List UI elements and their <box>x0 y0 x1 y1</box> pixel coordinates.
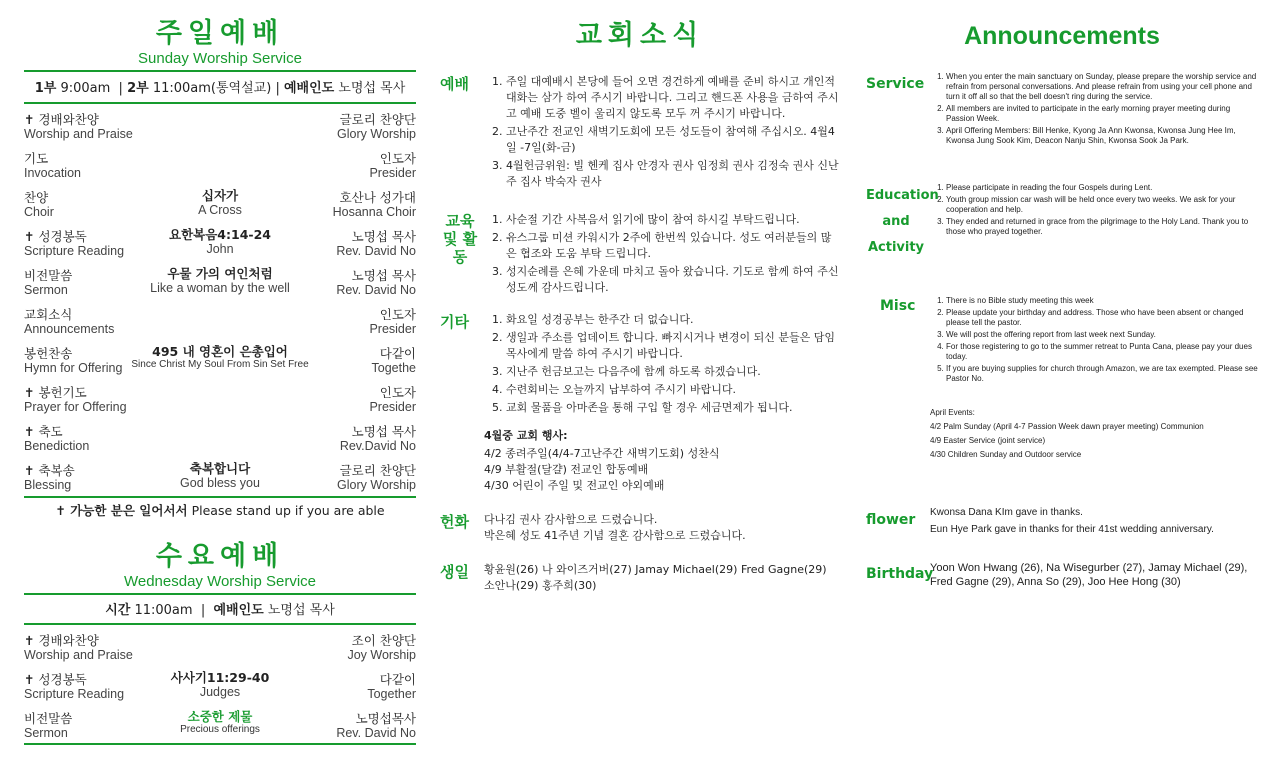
section-label: 헌화 <box>440 513 469 531</box>
order-leader-en: Togethe <box>371 361 416 375</box>
order-detail-en: Precious offerings <box>180 724 260 735</box>
order-detail <box>120 189 320 217</box>
list-item: 1. 주일 대예배시 본당에 들어 오면 경건하게 예배를 준비 하시고 개인적 대화는 삼가 하여 주시기 바랍니다. 그리고 핸드폰 사용을 금하여 주시고 예배 도중 벨이 울리지 않도록 모두 꺼 주시기 바랍니다. <box>506 74 840 122</box>
order-detail-en: God bless you <box>180 476 260 490</box>
divider <box>24 743 416 745</box>
order-leader <box>336 269 416 297</box>
section-label: 기타 <box>440 313 469 331</box>
standing-note <box>24 501 416 521</box>
order-item-en: Blessing <box>24 478 72 492</box>
order-item-en: Hymn for Offering <box>24 361 123 375</box>
birthday-line: 황윤원(26) 나 와이즈거버(27) Jamay Michael(29) Fred Gagne(29) <box>484 563 827 576</box>
order-leader <box>333 191 416 219</box>
order-leader-ko: 인도자 <box>379 385 416 400</box>
order-item-en: Scripture Reading <box>24 244 125 258</box>
list-item: 2. Youth group mission car wash will be held once every two weeks. We ask for your cooperation and help. <box>946 195 1258 215</box>
list-item: 3. 4월헌금위원: 빌 헨케 집사 안경자 권사 임정희 권사 김정숙 권사 신난주 집사 박숙자 권사 <box>506 158 840 190</box>
order-item-en: Invocation <box>24 166 81 180</box>
list-item: 4. For those registering to go to the summer retreat to Punta Cana, please pay your dues today. <box>946 342 1258 362</box>
list-item: 2. 유스그룹 미션 카워시가 2주에 한번씩 있습니다. 성도 여러분들의 많은 협조와 도움 부탁 드립니다. <box>506 230 840 262</box>
order-leader <box>336 712 416 740</box>
order-leader-en: Rev. David No <box>336 283 416 297</box>
section-label: 교육 및 활동 <box>442 212 478 266</box>
order-item-ko: 봉헌찬송 <box>24 346 73 361</box>
order-row <box>24 344 416 386</box>
service2-time: 11:00am(통역설교) <box>152 81 272 96</box>
order-item <box>24 152 81 180</box>
event-item: 4/30 Children Sunday and Outdoor service <box>930 450 1082 459</box>
order-detail-ko: 495 내 영혼이 은총입어 <box>152 344 288 359</box>
order-leader-ko: 노명섭목사 <box>355 711 416 726</box>
order-detail-en: Since Christ My Soul From Sin Set Free <box>131 359 309 370</box>
order-item-ko: ✝ 경배와찬양 <box>24 112 99 127</box>
list-item: 3. We will post the offering report from last week next Sunday. <box>946 330 1258 340</box>
education-list <box>928 183 1258 239</box>
order-detail-en: John <box>206 242 234 256</box>
order-item-ko: 찬양 <box>24 190 49 205</box>
wednesday-header <box>24 541 416 591</box>
order-leader <box>369 152 416 180</box>
flower-line: Kwonsa Dana KIm gave in thanks. <box>930 507 1083 518</box>
service2-label: 2부 <box>127 81 149 96</box>
order-item-ko: ✝ 성경봉독 <box>24 229 87 244</box>
order-detail-ko: 축복합니다 <box>189 461 251 476</box>
order-leader-ko: 다같이 <box>379 672 416 687</box>
order-item-en: Choir <box>24 205 54 219</box>
list-item: 3. April Offering Members: Bill Henke, Kyong Ja Ann Kwonsa, Kwonsa Jung Hee Im, Kwonsa Jung Sook Kim, Deacon Nanju Shin, Kwonsa Sook Ja Park. <box>946 126 1258 146</box>
news-ko-title: 교회소식 <box>575 20 705 51</box>
birthday-line: Yoon Won Hwang (26), Na Wisegurber (27), Jamay Michael (29), Fred Gagne (29), Anna So (29), Joo Hee Hong (30) <box>930 562 1248 588</box>
order-detail-ko: 십자가 <box>201 188 239 203</box>
order-item-ko: 기도 <box>24 151 49 166</box>
order-leader-ko: 노명섭 목사 <box>351 229 416 244</box>
list-item: 1. 사순절 기간 사복음서 읽기에 많이 참여 하시길 부탁드립니다. <box>506 212 840 228</box>
order-detail-en: Like a woman by the well <box>150 281 290 295</box>
order-row <box>24 308 416 347</box>
divider <box>24 102 416 104</box>
divider <box>24 70 416 72</box>
order-item-ko: ✝ 봉헌기도 <box>24 385 87 400</box>
order-row <box>24 188 416 230</box>
flower-lines <box>484 512 840 544</box>
education-list <box>484 212 840 298</box>
order-item <box>24 712 72 740</box>
standing-note-ko: ✝ 가능한 분은 일어서서 <box>55 503 188 518</box>
list-item: 1. There is no Bible study meeting this week <box>946 296 1258 306</box>
order-detail-en: A Cross <box>198 203 242 217</box>
sunday-title-ko: 주일예배 <box>155 18 285 49</box>
order-row <box>24 113 416 152</box>
order-leader <box>372 347 416 375</box>
misc-list <box>484 312 840 418</box>
list-item: 5. 교회 물품을 아마존을 통해 구입 할 경우 세금면제가 됩니다. <box>506 400 840 416</box>
order-item-ko: ✝ 성경봉독 <box>24 672 87 687</box>
event-item: 4/9 Easter Service (joint service) <box>930 436 1046 445</box>
divider <box>24 623 416 625</box>
order-item-en: Prayer for Offering <box>24 400 127 414</box>
order-item-en: Announcements <box>24 322 115 336</box>
time-label: 시간 <box>105 603 131 618</box>
order-leader-ko: 글로리 찬양단 <box>339 112 416 127</box>
wednesday-info-bar: 시간 11:00am | 예배인도 노명섭 목사 <box>105 603 335 618</box>
section-label: Misc <box>880 298 916 314</box>
order-leader-en: Presider <box>369 322 416 336</box>
order-item <box>24 673 124 701</box>
order-detail-en: Judges <box>199 685 241 699</box>
order-leader-ko: 노명섭 목사 <box>351 268 416 283</box>
order-leader <box>337 464 416 492</box>
order-row <box>24 425 416 464</box>
section-label <box>866 183 939 261</box>
label-line: and <box>882 214 910 229</box>
list-item: 2. 고난주간 전교인 새벽기도회에 모든 성도들이 참여해 주십시오. 4월4일 -7일(화-금) <box>506 124 840 156</box>
order-item <box>24 464 75 492</box>
order-row <box>24 227 416 269</box>
order-leader-ko: 글로리 찬양단 <box>339 463 416 478</box>
news-en-events <box>930 406 1258 462</box>
order-leader-en: Presider <box>369 400 416 414</box>
sunday-title-en: Sunday Worship Service <box>138 50 302 67</box>
event-item: 4/30 어린이 주일 및 전교인 야외예배 <box>484 479 665 492</box>
order-detail-ko: 사사기11:29-40 <box>170 670 270 685</box>
order-item-ko: ✝ 축도 <box>24 424 63 439</box>
list-item: 2. 생일과 주소를 업데이트 합니다. 빠지시거나 변경이 되신 분들은 담임 목사에게 말씀 하여 주시기 바랍니다. <box>506 330 840 362</box>
news-en-title: Announcements <box>964 22 1160 50</box>
order-item-en: Sermon <box>24 726 68 740</box>
order-detail <box>120 671 320 699</box>
order-item-en: Benediction <box>24 439 90 453</box>
order-row <box>24 709 416 751</box>
order-item <box>24 347 122 375</box>
order-leader-en: Glory Worship <box>337 478 416 492</box>
order-detail <box>120 462 320 490</box>
wednesday-order-list <box>24 634 416 751</box>
service1-time: 9:00am <box>60 81 111 96</box>
service-list <box>928 72 1258 148</box>
leader-name: 노명섭 목사 <box>338 81 406 96</box>
list-item: 4. 수련회비는 오늘까지 납부하여 주시기 바랍니다. <box>506 382 840 398</box>
list-item: 2. Please update your birthday and address. Those who have been absent or changed please tell the pastor. <box>946 308 1258 328</box>
section-label: Service <box>866 76 925 92</box>
event-item: 4/2 Palm Sunday (April 4-7 Passion Week dawn prayer meeting) Communion <box>930 422 1204 431</box>
sunday-order-list <box>24 113 416 503</box>
order-item <box>24 269 72 297</box>
order-row <box>24 634 416 673</box>
order-row <box>24 386 416 425</box>
event-item: 4/9 부활절(달걀) 전교인 합동예배 <box>484 463 649 476</box>
order-leader <box>337 113 416 141</box>
service1-label: 1부 <box>34 81 57 96</box>
list-item: 1. When you enter the main sanctuary on Sunday, please prepare the worship service and refrain from personal conversations. And please refrain from using your cell phone and turn it off all so that the bell doesn't ring during the service. <box>946 72 1258 102</box>
section-label: 예배 <box>440 75 469 93</box>
order-item <box>24 634 133 662</box>
order-row <box>24 266 416 308</box>
divider <box>24 593 416 595</box>
list-item: 3. 지난주 헌금보고는 다음주에 함께 하도록 하겠습니다. <box>506 364 840 380</box>
order-leader <box>336 230 416 258</box>
order-leader-ko: 노명섭 목사 <box>351 424 416 439</box>
order-item-ko: 비전말씀 <box>24 268 73 283</box>
order-item-en: Sermon <box>24 283 68 297</box>
section-label: flower <box>866 512 916 528</box>
order-item-en: Worship and Praise <box>24 648 133 662</box>
section-label: 생일 <box>440 563 469 581</box>
order-leader <box>367 673 416 701</box>
time-value: 11:00am <box>134 603 193 618</box>
misc-list <box>928 296 1258 386</box>
label-line: Activity <box>867 240 925 255</box>
flower-lines <box>930 506 1258 537</box>
order-leader-en: Hosanna Choir <box>332 205 416 219</box>
order-item <box>24 386 127 414</box>
order-leader-en: Glory Worship <box>337 127 416 141</box>
order-leader-en: Joy Worship <box>347 648 416 662</box>
section-label: Birthday <box>866 566 934 582</box>
wednesday-title-ko: 수요예배 <box>155 541 285 572</box>
order-item-en: Worship and Praise <box>24 127 133 141</box>
order-leader-ko: 인도자 <box>379 151 416 166</box>
order-item-ko: ✝ 경배와찬양 <box>24 633 99 648</box>
flower-line: 박은혜 성도 41주년 기념 결혼 감사함으로 드렸습니다. <box>484 529 746 542</box>
order-leader-en: Rev.David No <box>339 439 416 453</box>
order-item <box>24 230 124 258</box>
birthday-lines <box>930 561 1256 589</box>
order-detail <box>120 267 320 295</box>
leader-label: 예배인도 <box>283 81 335 96</box>
birthday-lines <box>484 562 840 594</box>
order-leader-ko: 조이 찬양단 <box>351 633 416 648</box>
order-item-en: Scripture Reading <box>24 687 125 701</box>
order-detail-ko: 소중한 제물 <box>187 709 253 724</box>
order-leader-ko: 인도자 <box>379 307 416 322</box>
list-item: 2. All members are invited to participate in the early morning prayer meeting during Passion Week. <box>946 104 1258 124</box>
order-leader-ko: 호산나 성가대 <box>339 190 416 205</box>
list-item: 5. If you are buying supplies for church through Amazon, we are tax exempted. Please see Pastor No. <box>946 364 1258 384</box>
events-title: 4월중 교회 행사: <box>484 429 568 442</box>
order-detail-ko: 우물 가의 여인처럼 <box>167 266 273 281</box>
list-item: 1. Please participate in reading the four Gospels during Lent. <box>946 183 1258 193</box>
order-leader-en: Together <box>367 687 416 701</box>
order-leader-en: Rev. David No <box>336 244 416 258</box>
birthday-line: 소안나(29) 홍주희(30) <box>484 579 597 592</box>
flower-line: Eun Hye Park gave in thanks for their 41st wedding anniversary. <box>930 524 1214 535</box>
leader-name: 노명섭 목사 <box>267 603 335 618</box>
order-leader-en: Presider <box>369 166 416 180</box>
order-item <box>24 191 54 219</box>
leader-label: 예배인도 <box>213 603 264 618</box>
events-title: April Events: <box>930 408 975 417</box>
order-leader <box>347 634 416 662</box>
order-item-ko: 비전말씀 <box>24 711 73 726</box>
order-leader-ko: 다같이 <box>379 346 416 361</box>
order-item <box>24 425 89 453</box>
sunday-info-bar: 1부 9:00am | 2부 11:00am(통역설교) | 예배인도 노명섭 목사 <box>34 81 406 96</box>
standing-note-en: Please stand up if you are able <box>191 503 385 518</box>
order-leader <box>340 425 416 453</box>
order-item <box>24 113 133 141</box>
sunday-header <box>24 18 416 68</box>
order-leader <box>369 386 416 414</box>
divider <box>24 496 416 498</box>
order-row <box>24 670 416 712</box>
list-item: 3. They ended and returned in grace from the pilgrimage to the Holy Land. Thank you to those who prayed together. <box>946 217 1258 237</box>
order-item <box>24 308 114 336</box>
order-row <box>24 152 416 191</box>
list-item: 1. 화요일 성경공부는 한주간 더 없습니다. <box>506 312 840 328</box>
event-item: 4/2 종려주일(4/4-7고난주간 새벽기도회) 성찬식 <box>484 447 720 460</box>
worship-list <box>484 74 840 192</box>
flower-line: 다나김 권사 감사함으로 드렸습니다. <box>484 513 658 526</box>
order-detail-ko: 요한복음4:14-24 <box>169 227 271 242</box>
order-detail <box>120 345 320 370</box>
wednesday-title-en: Wednesday Worship Service <box>123 573 317 590</box>
order-detail <box>120 710 320 735</box>
news-ko-events <box>484 428 840 494</box>
order-item-ko: 교회소식 <box>24 307 73 322</box>
order-detail <box>120 228 320 256</box>
order-leader <box>369 308 416 336</box>
order-leader-en: Rev. David No <box>336 726 416 740</box>
list-item: 3. 성지순례를 은혜 가운데 마치고 돌아 왔습니다. 기도로 함께 하여 주신 성도께 감사드립니다. <box>506 264 840 296</box>
label-line: Education <box>866 188 939 203</box>
order-item-ko: ✝ 축복송 <box>24 463 75 478</box>
